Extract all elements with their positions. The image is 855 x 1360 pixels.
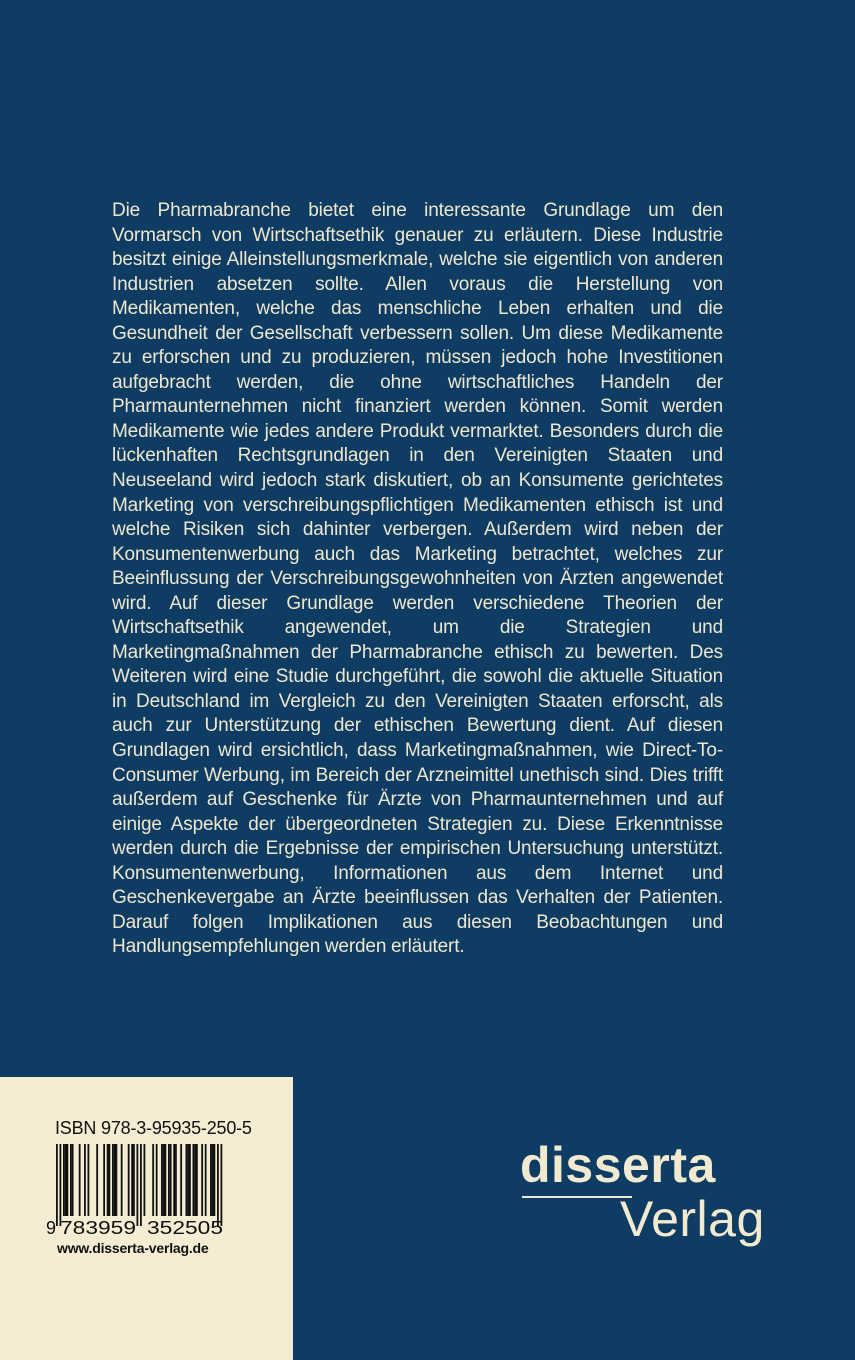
barcode-bar	[84, 1144, 86, 1216]
barcode-bar	[65, 1144, 67, 1216]
barcode-bar	[212, 1144, 214, 1216]
barcode-bar	[205, 1144, 207, 1216]
logo-wordmark-top: disserta	[520, 1137, 716, 1193]
isbn-number: ISBN 978-3-95935-250-5	[55, 1118, 252, 1138]
barcode-bar	[88, 1144, 90, 1216]
barcode-bar	[196, 1144, 198, 1216]
barcode-bar	[193, 1144, 195, 1216]
barcode-bar	[72, 1144, 74, 1216]
publisher-logo	[520, 1137, 780, 1260]
barcode-bar	[161, 1144, 163, 1216]
barcode-left-digits: 783959	[60, 1218, 136, 1236]
barcode-bar	[217, 1144, 219, 1226]
barcode-bar	[210, 1144, 212, 1216]
barcode-bar	[114, 1144, 116, 1216]
barcode-bar	[144, 1144, 146, 1216]
barcode-bar	[140, 1144, 142, 1226]
barcode-bar	[163, 1144, 165, 1216]
publisher-website: www.disserta-verlag.de	[57, 1240, 209, 1256]
barcode-bar	[186, 1144, 188, 1216]
barcode-bar	[109, 1144, 111, 1216]
barcode-bar	[63, 1144, 65, 1216]
barcode-bar	[103, 1144, 105, 1216]
barcode-bar	[194, 1144, 196, 1216]
barcode-bar	[70, 1144, 72, 1216]
barcode-bar	[131, 1144, 133, 1216]
barcode-bar	[128, 1144, 130, 1216]
barcode-bar	[201, 1144, 203, 1216]
barcode-bar	[168, 1144, 170, 1216]
barcode-bar	[96, 1144, 98, 1216]
back-cover-blurb: Die Pharmabranche bietet eine interessante Grundlage um den Vormarsch von Wirtschaftsethik genauer zu erläutern. Diese Industrie besitzt einige Alleinstellungsmerkmale, welche sie eigentlich von anderen Industrien absetzen sollte. Allen voraus die Herstellung von Medikamenten, welche das menschliche Leben erhalten und die Gesundheit der Gesellschaft verbessern sollen. Um diese Medikamente zu erforschen und zu produzieren, müssen jedoch hohe Investitionen aufgebracht werden, die ohne wirtschaftliches Handeln der Pharmaunternehmen nicht finanziert werden können. Somit werden Medikamente wie jedes andere Produkt vermarktet. Besonders durch die lückenhaften Rechtsgrundlagen in den Vereinigten Staaten und Neuseeland wird jedoch stark diskutiert, ob an Konsumente gerichtetes Marketing von verschreibungspflichtigen Medikamenten ethisch ist und welche Risiken sich dahinter verbergen. Außerdem wird neben der Konsumentenwerbung auch das Marketing betrachtet, welches zur Beeinflussung der Verschreibungsgewohnheiten von Ärzten angewendet wird. Auf dieser Grundlage werden verschiedene Theorien der Wirtschaftsethik angewendet, um die Strategien und Marketingmaßnahmen der Pharmabranche ethisch zu bewerten. Des Weiteren wird eine Studie durchgeführt, die sowohl die aktuelle Situation in Deutschland im Vergleich zu den Vereinigten Staaten erforscht, als auch zur Unterstützung der ethischen Bewertung dient. Auf diesen Grundlagen wird ersichtlich, dass Marketingmaßnahmen, wie Direct-To-Consumer Werbung, im Bereich der Arzneimittel unethisch sind. Dies trifft außerdem auf Geschenke für Ärzte von Pharmaunternehmen und auf einige Aspekte der übergeordneten Strategien zu. Diese Erkenntnisse werden durch die Ergebnisse der empirischen Untersuchung unterstützt. Konsumentenwerbung, Informationen aus dem Internet und Geschenkevergabe an Ärzte beeinflussen das Verhalten der Patienten. Darauf folgen Implikationen aus diesen Beobachtungen und Handlungsempfehlungen werden erläutert.	[112, 200, 723, 958]
barcode-bar	[56, 1144, 58, 1226]
barcode-bar	[133, 1144, 135, 1216]
isbn-barcode	[46, 1144, 236, 1236]
barcode-bar	[156, 1144, 158, 1216]
barcode-bar	[79, 1144, 81, 1216]
barcode-bar	[121, 1144, 123, 1216]
logo-wordmark-bottom: Verlag	[620, 1191, 765, 1247]
logo-divider	[522, 1196, 632, 1198]
barcode-bar	[175, 1144, 177, 1216]
barcode-bar	[170, 1144, 172, 1216]
barcode-bar	[107, 1144, 109, 1216]
barcode-bar	[180, 1144, 182, 1216]
barcode-bar	[112, 1144, 114, 1216]
barcode-bar	[189, 1144, 191, 1216]
barcode-bar	[187, 1144, 189, 1216]
barcode-bar	[152, 1144, 154, 1216]
barcode-bar	[137, 1144, 139, 1226]
barcode-bar	[165, 1144, 167, 1216]
barcode-bar	[60, 1144, 62, 1226]
barcode-bar	[116, 1144, 118, 1216]
barcode-right-digits: 352505	[147, 1218, 223, 1236]
barcode-first-digit: 9	[46, 1218, 57, 1236]
barcode-bar	[221, 1144, 223, 1226]
barcode-bar	[214, 1144, 216, 1216]
barcode-bar	[67, 1144, 69, 1216]
barcode-bar	[173, 1144, 175, 1216]
